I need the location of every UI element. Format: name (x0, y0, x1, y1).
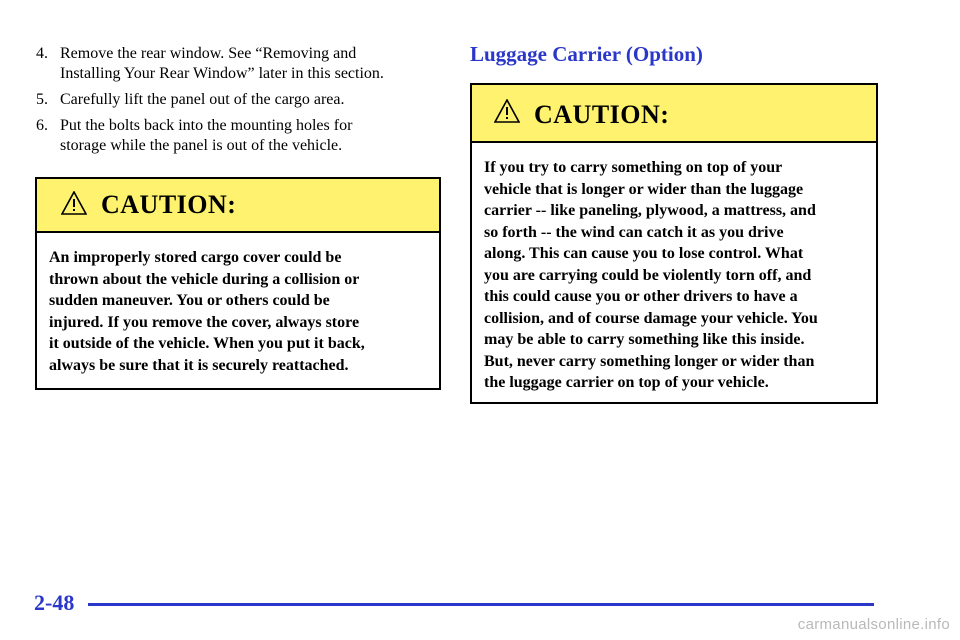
step-line: Remove the rear window. See “Removing and (60, 45, 357, 62)
caution-line: it outside of the vehicle. When you put it back, (49, 335, 365, 352)
caution-box-luggage-carrier (470, 83, 878, 404)
caution-line: If you try to carry something on top of your (484, 159, 783, 176)
watermark: carmanualsonline.info (797, 616, 950, 633)
caution-header (472, 85, 876, 143)
caution-line: collision, and of course damage your vehicle. You (484, 309, 818, 327)
warning-triangle-icon (61, 191, 87, 215)
caution-title: CAUTION: (101, 190, 237, 219)
caution-line: the luggage carrier on top of your vehicle. (484, 374, 769, 391)
caution-line: always be sure that it is securely reattached. (49, 356, 349, 374)
step-text (60, 90, 436, 110)
step-line: Installing Your Rear Window” later in this section. (60, 65, 384, 82)
caution-line: thrown about the vehicle during a collision or (49, 270, 360, 288)
caution-line: carrier -- like paneling, plywood, a mattress, and (484, 202, 816, 219)
caution-line: injured. If you remove the cover, always store (49, 313, 360, 331)
step-item (36, 90, 436, 110)
footer-rule (88, 603, 874, 606)
caution-title: CAUTION: (534, 100, 670, 129)
step-line: storage while the panel is out of the vehicle. (60, 137, 343, 154)
caution-text (472, 143, 876, 410)
step-number: 5. (36, 91, 48, 108)
step-line: Carefully lift the panel out of the cargo area. (60, 91, 345, 108)
step-text (60, 44, 436, 84)
step-line: Put the bolts back into the mounting holes for (60, 117, 353, 134)
caution-line: vehicle that is longer or wider than the luggage (484, 180, 804, 198)
step-text (60, 116, 436, 156)
step-number: 4. (36, 45, 48, 62)
instruction-steps (36, 44, 436, 162)
step-item (36, 44, 436, 84)
caution-line: An improperly stored cargo cover could be (49, 249, 342, 266)
caution-line: so forth -- the wind can catch it as you drive (484, 223, 784, 241)
step-item (36, 116, 436, 156)
caution-line: But, never carry something longer or wider than (484, 352, 815, 370)
caution-box-cargo-cover (35, 177, 441, 390)
caution-line: along. This can cause you to lose control. What (484, 245, 804, 262)
caution-line: this could cause you or other drivers to have a (484, 288, 798, 305)
page-number: 2-48 (34, 590, 75, 615)
caution-line: may be able to carry something like this inside. (484, 331, 805, 348)
caution-header (37, 179, 439, 233)
caution-line: you are carrying could be violently torn off, and (484, 266, 812, 284)
step-number: 6. (36, 117, 48, 134)
section-heading: Luggage Carrier (Option) (470, 42, 703, 66)
warning-triangle-icon (494, 99, 520, 123)
caution-text (37, 233, 439, 392)
caution-line: sudden maneuver. You or others could be (49, 292, 330, 309)
